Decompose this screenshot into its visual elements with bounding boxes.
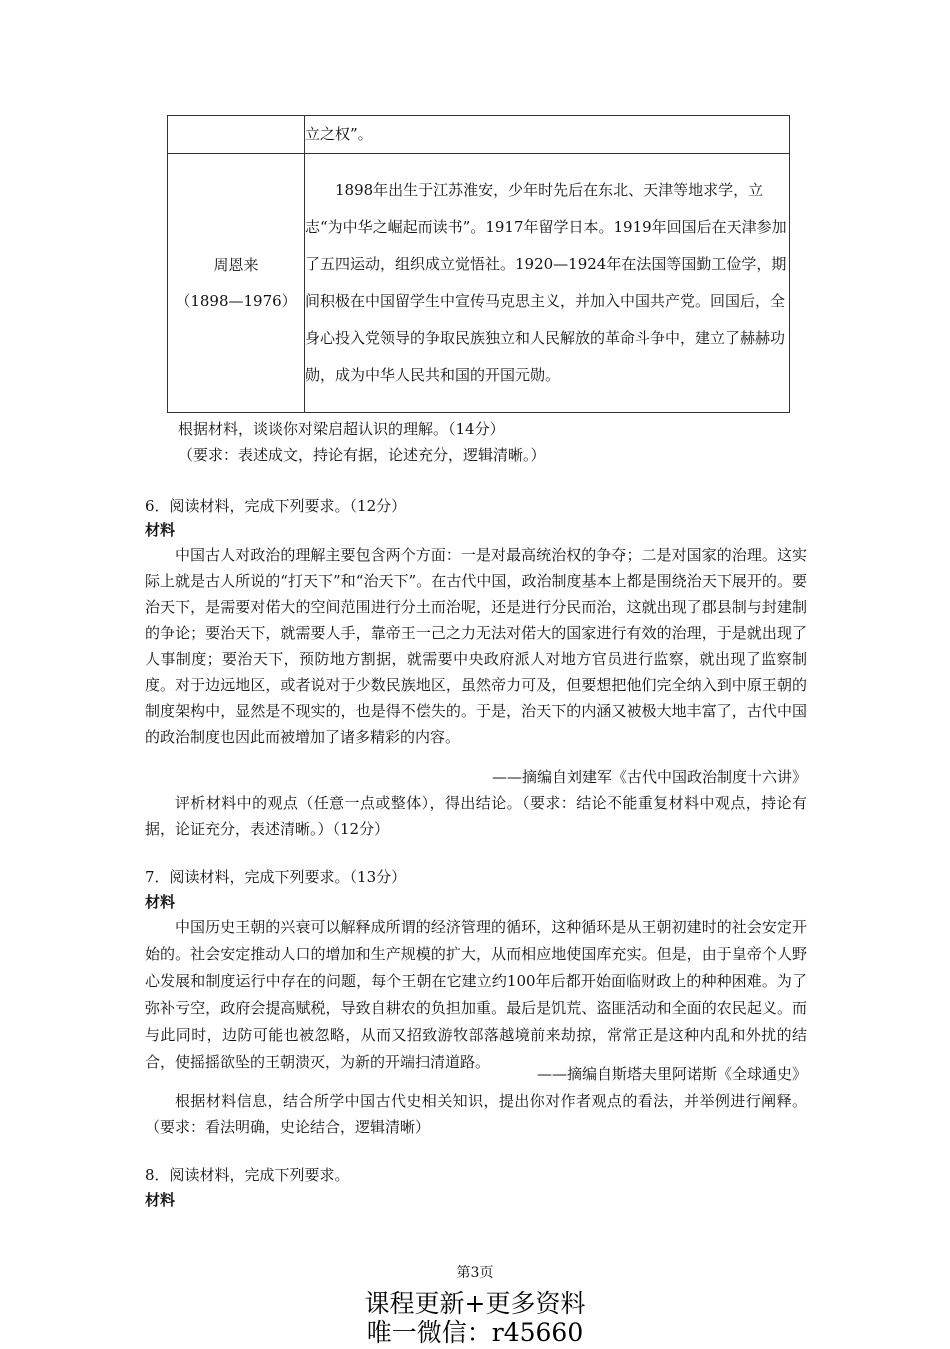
- q5-requirement: （要求：表述成文，持论有据，论述充分，逻辑清晰。）: [178, 446, 546, 464]
- q6-prompt: 评析材料中的观点（任意一点或整体），得出结论。（要求：结论不能重复材料中观点，持论有据，论证充分，表述清晰。）（12分）: [145, 794, 807, 838]
- q6-header: 6．阅读材料，完成下列要求。（12分）: [145, 497, 407, 515]
- q6-material-label: 材料: [145, 521, 176, 539]
- page-number: 第3页: [456, 1265, 494, 1281]
- empty-name-cell: [168, 116, 305, 154]
- q7-header: 7．阅读材料，完成下列要求。（13分）: [145, 868, 407, 886]
- person-cell: [168, 154, 305, 413]
- person-years: （1898—1976）: [175, 292, 297, 310]
- q7-material-label: 材料: [145, 893, 176, 911]
- q7-prompt: 根据材料信息，结合所学中国古代史相关知识，提出你对作者观点的看法，并举例进行阐释。（要求：看法明确，史论结合，逻辑清晰）: [145, 1092, 807, 1136]
- footer-promo-line-1: 课程更新+更多资料: [364, 1289, 586, 1318]
- footer-promo-line-2: 唯一微信：r45660: [366, 1318, 584, 1347]
- q6-material-body: 中国古人对政治的理解主要包含两个方面：一是对最高统治权的争夺；二是对国家的治理。这实际上就是古人所说的“打天下”和“治天下”。在古代中国，政治制度基本上都是围绕治天下展开的。要治天下，是需要对偌大的空间范围进行分土而治呢，还是进行分民而治，这就出现了郡县制与封建制的争论；要治天下，就需要人手，靠帝王一己之力无法对偌大的国家进行有效的治理，于是就出现了人事制度；要治天下，预防地方割据，就需要中央政府派人对地方官员进行监察，就出现了监察制度。对于边远地区，或者说对于少数民族地区，虽然帝力可及，但要想把他们完全纳入到中原王朝的制度架构中，显然是不现实的，也是得不偿失的。于是，治天下的内涵又被极大地丰富了，古代中国的政治制度也因此而被增加了诸多精彩的内容。: [145, 546, 807, 746]
- q5-prompt: 根据材料，谈谈你对梁启超认识的理解。（14分）: [178, 420, 505, 438]
- previous-row-text: 立之权”。: [305, 116, 790, 154]
- q8-header: 8．阅读材料，完成下列要求。: [145, 1166, 350, 1184]
- person-name: 周恩来: [213, 256, 259, 274]
- q7-source: ——摘编自斯塔夫里阿诺斯《全球通史》: [536, 1065, 807, 1083]
- biography-table: [167, 115, 790, 413]
- q8-material-label: 材料: [145, 1191, 176, 1209]
- q7-material-body: 中国历史王朝的兴衰可以解释成所谓的经济管理的循环，这种循环是从王朝初建时的社会安定开始的。社会安定推动人口的增加和生产规模的扩大，从而相应地使国库充实。但是，由于皇帝个人野心发展和制度运行中存在的问题，每个王朝在它建立约100年后都开始面临财政上的种种困难。为了弥补亏空，政府会提高赋税，导致自耕农的负担加重。最后是饥荒、盗匪活动和全面的农民起义。而与此同时，边防可能也被忽略，从而又招致游牧部落越境前来劫掠，常常正是这种内乱和外扰的结合，使摇摇欲坠的王朝溃灭，为新的开端扫清道路。: [145, 918, 807, 1071]
- person-bio: 1898年出生于江苏淮安，少年时先后在东北、天津等地求学，立志“为中华之崛起而读书”。1917年留学日本。1919年回国后在天津参加了五四运动，组织成立觉悟社。1920—1924年在法国等国勤工俭学，期间积极在中国留学生中宣传马克思主义，并加入中国共产党。回国后，全身心投入党领导的争取民族独立和人民解放的革命斗争中，建立了赫赫功勋，成为中华人民共和国的开国元勋。: [305, 154, 790, 413]
- q6-source: ——摘编自刘建军《古代中国政治制度十六讲》: [491, 768, 807, 786]
